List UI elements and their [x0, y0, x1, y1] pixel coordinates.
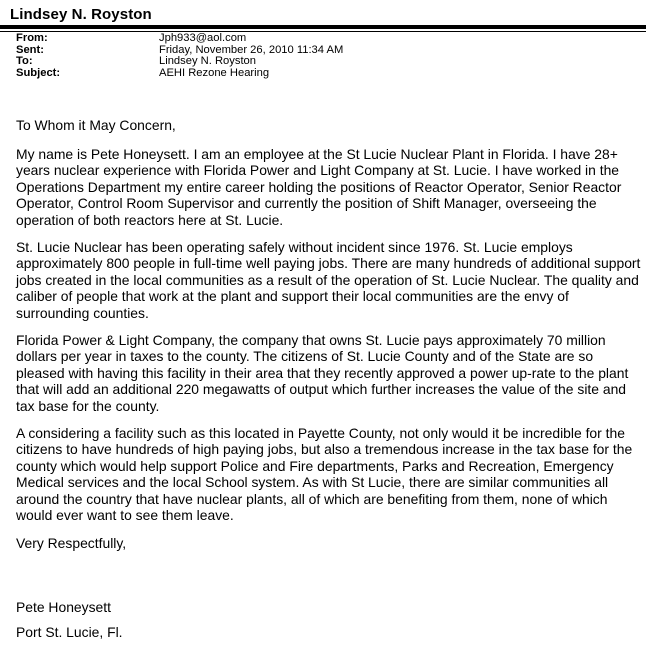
paragraph-1-line: Operator, Control Room Supervisor and currently the position of Shift Manager, overseeing the [16, 195, 597, 212]
paragraph-2-line: jobs created in the local communities as a result of the operation of St. Lucie Nuclear. The quality and [16, 271, 639, 288]
paragraph-1-line: My name is Pete Honeysett. I am an employee at the St Lucie Nuclear Plant in Florida. I have 28+ [16, 145, 618, 162]
paragraph-3-line: that will add an additional 220 megawatts of output which further increases the value of the site and [16, 381, 627, 398]
header-divider-thin [0, 31, 646, 32]
paragraph-3 [16, 332, 656, 415]
paragraph-2-line: caliber of people that work at the plant and support their local communities are the envy of [16, 288, 569, 305]
to-value: Lindsey N. Royston [159, 55, 257, 67]
paragraph-2-line: St. Lucie Nuclear has been operating safely without incident since 1976. St. Lucie employs [16, 238, 573, 255]
paragraph-4-line: county which would help support Police and Fire departments, Parks and Recreation, Emergency [16, 457, 614, 474]
to-label: To: [16, 55, 33, 67]
subject-value: AEHI Rezone Hearing [159, 66, 270, 79]
paragraph-2-line: approximately 800 people in full-time well paying jobs. There are many hundreds of additional support [16, 255, 641, 272]
paragraph-4-line: citizens to have hundreds of high paying jobs, but also a tremendous increase in the tax base for the [16, 441, 633, 458]
paragraph-4-line: around the country that have nuclear plants, all of which are benefiting from them, none of which [16, 490, 608, 507]
paragraph-3-line: dollars per year in taxes to the county. The citizens of St. Lucie County and of the State are so [16, 348, 594, 365]
sent-label: Sent: [16, 43, 44, 56]
greeting: To Whom it May Concern, [16, 117, 176, 133]
closing: Very Respectfully, [16, 535, 127, 552]
paragraph-1-line: operation of both reactors here at St. Lucie. [16, 211, 284, 228]
paragraph-2 [16, 239, 656, 322]
paragraph-1-line: years nuclear experience with Florida Power and Light Company at St. Lucie. I have worked in the [16, 162, 620, 179]
paragraph-4-line: A considering a facility such as this located in Payette County, not only would it be incredible for the [16, 424, 625, 441]
header-row-from [16, 33, 343, 45]
paragraph-1-line: Operations Department my entire career holding the positions of Reactor Operator, Senior Reactor [16, 178, 622, 195]
paragraph-3-line: Florida Power & Light Company, the company that owns St. Lucie pays approximately 70 million [16, 331, 606, 348]
header-divider-thick [0, 25, 646, 29]
sent-value: Friday, November 26, 2010 11:34 AM [159, 43, 344, 56]
paragraph-4-line: would ever want to see them leave. [16, 507, 234, 524]
paragraph-1 [16, 146, 656, 229]
signature-name: Pete Honeysett [16, 598, 111, 615]
paragraph-3-line: pleased with having this facility in their area that they recently approved a power up-rate to the plant [16, 364, 629, 381]
paragraph-2-line: surrounding counties. [16, 304, 149, 321]
header-row-to [16, 56, 343, 68]
sender-name-heading: Lindsey N. Royston [10, 6, 152, 23]
subject-label: Subject: [16, 66, 61, 79]
email-body [16, 117, 656, 641]
paragraph-4 [16, 425, 656, 525]
header-row-subject [16, 68, 343, 80]
paragraph-3-line: tax base for the county. [16, 397, 160, 414]
email-header-fields [16, 33, 343, 79]
from-value: Jph933@aol.com [159, 32, 247, 44]
paragraph-4-line: Medical services and the local School system. As with St Lucie, there are similar communities all [16, 474, 609, 491]
from-label: From: [16, 32, 48, 44]
signature-location: Port St. Lucie, Fl. [16, 624, 123, 641]
